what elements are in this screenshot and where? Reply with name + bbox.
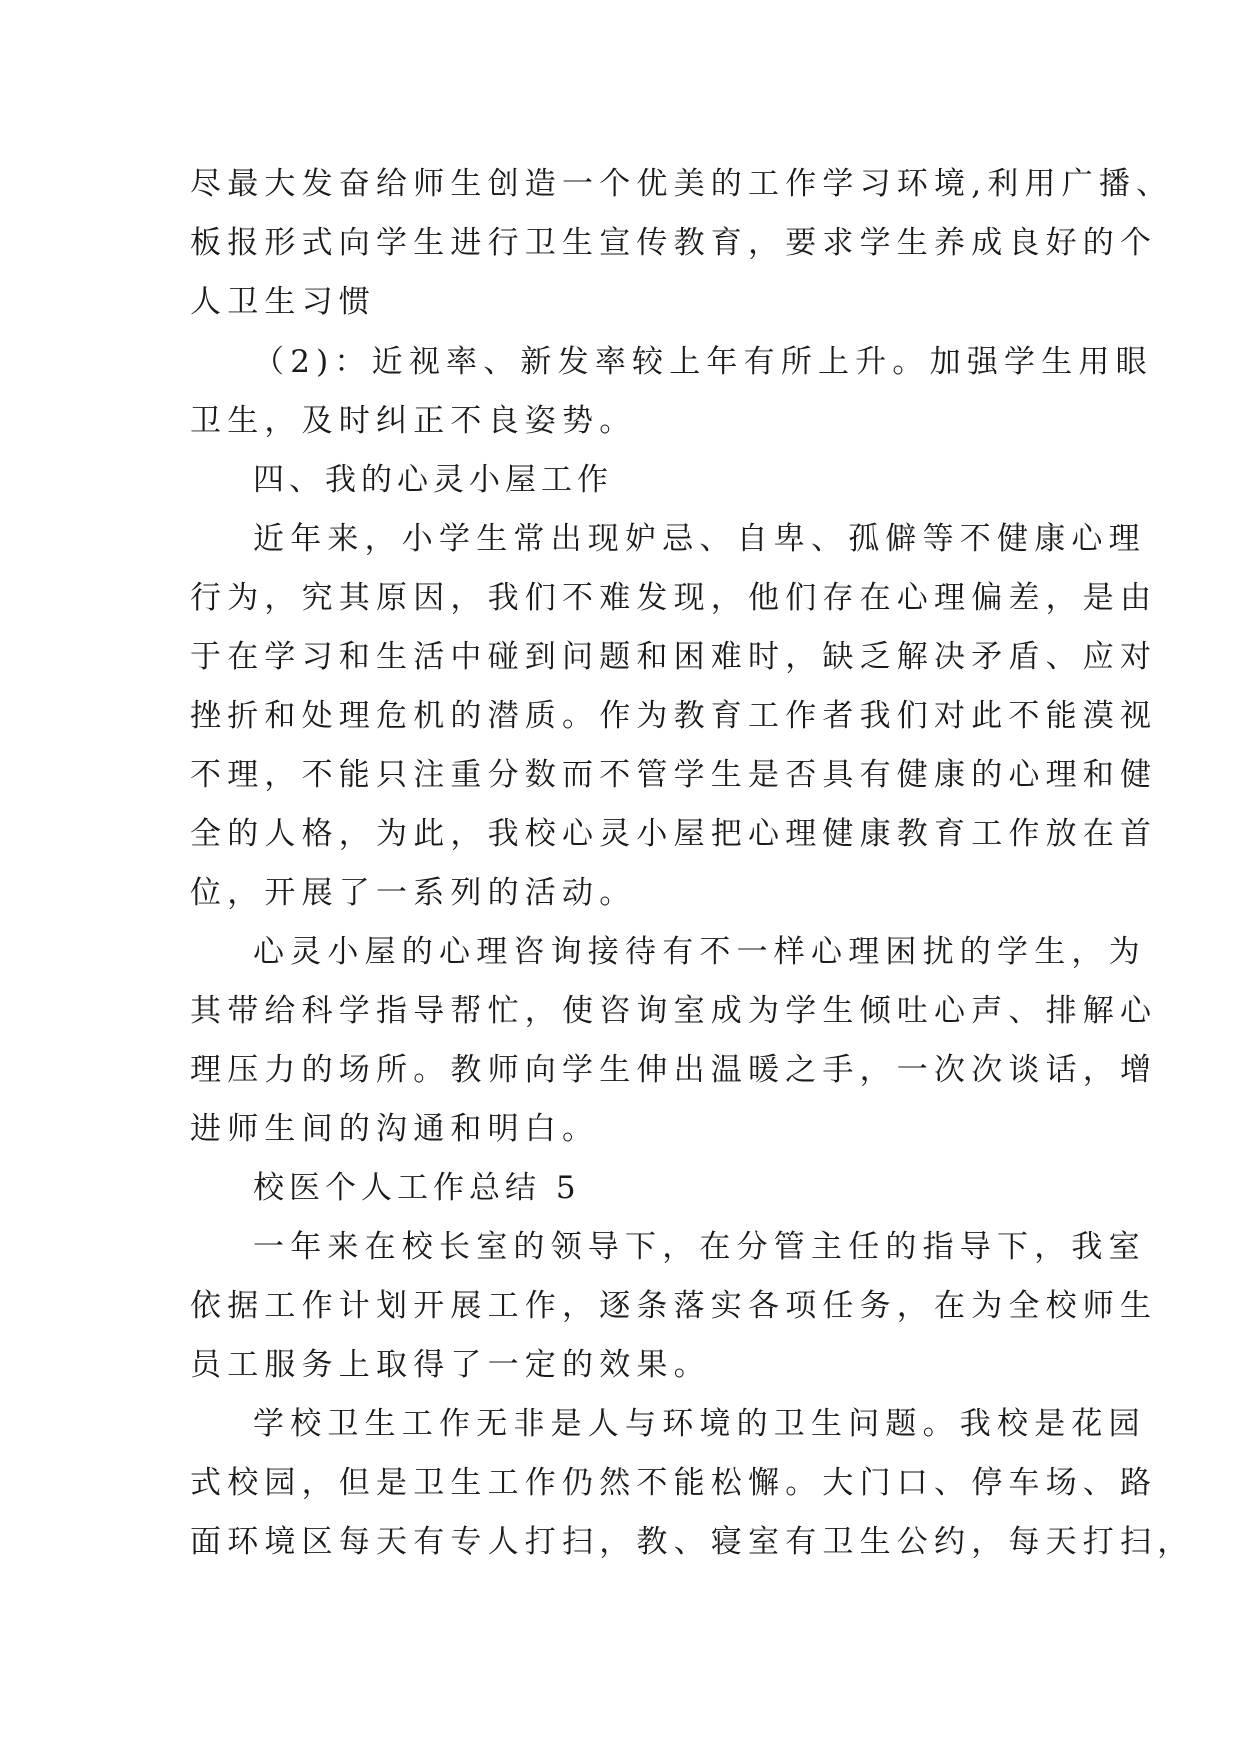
text-line: 理压力的场所。教师向学生伸出温暖之手，一次次谈话，增 xyxy=(190,1052,1158,1088)
text-line: 心灵小屋的心理咨询接待有不一样心理困扰的学生，为 xyxy=(253,934,1146,970)
text-line: 行为，究其原因，我们不难发现，他们存在心理偏差，是由 xyxy=(190,580,1158,616)
text-line: 全的人格，为此，我校心灵小屋把心理健康教育工作放在首 xyxy=(190,816,1158,852)
text-line: （2)：近视率、新发率较上年有所上升。加强学生用眼 xyxy=(253,344,1153,380)
text-line: 其带给科学指导帮忙，使咨询室成为学生倾吐心声、排解心 xyxy=(190,993,1158,1029)
text-line: 近年来，小学生常出现妒忌、自卑、孤僻等不健康心理 xyxy=(253,521,1146,557)
text-line: 式校园，但是卫生工作仍然不能松懈。大门口、停车场、路 xyxy=(190,1465,1158,1501)
text-line: 卫生，及时纠正不良姿势。 xyxy=(190,403,637,439)
text-line: 尽最大发奋给师生创造一个优美的工作学习环境,利用广播、 xyxy=(190,166,1174,202)
text-line: 一年来在校长室的领导下，在分管主任的指导下，我室 xyxy=(253,1229,1146,1265)
text-line: 位，开展了一系列的活动。 xyxy=(190,875,637,911)
text-line: 不理，不能只注重分数而不管学生是否具有健康的心理和健 xyxy=(190,757,1158,793)
text-line: 于在学习和生活中碰到问题和困难时，缺乏解决矛盾、应对 xyxy=(190,639,1158,675)
text-line: 面环境区每天有专人打扫，教、寝室有卫生公约，每天打扫， xyxy=(190,1524,1195,1560)
text-line: 依据工作计划开展工作，逐条落实各项任务，在为全校师生 xyxy=(190,1288,1158,1324)
section-heading: 校医个人工作总结 5 xyxy=(253,1170,581,1206)
section-heading: 四、我的心灵小屋工作 xyxy=(253,462,613,498)
text-line: 人卫生习惯 xyxy=(190,284,376,320)
text-line: 员工服务上取得了一定的效果。 xyxy=(190,1347,711,1383)
text-line: 板报形式向学生进行卫生宣传教育，要求学生养成良好的个 xyxy=(190,225,1158,261)
text-line: 进师生间的沟通和明白。 xyxy=(190,1111,600,1147)
text-line: 挫折和处理危机的潜质。作为教育工作者我们对此不能漠视 xyxy=(190,698,1158,734)
text-line: 学校卫生工作无非是人与环境的卫生问题。我校是花园 xyxy=(253,1406,1146,1442)
